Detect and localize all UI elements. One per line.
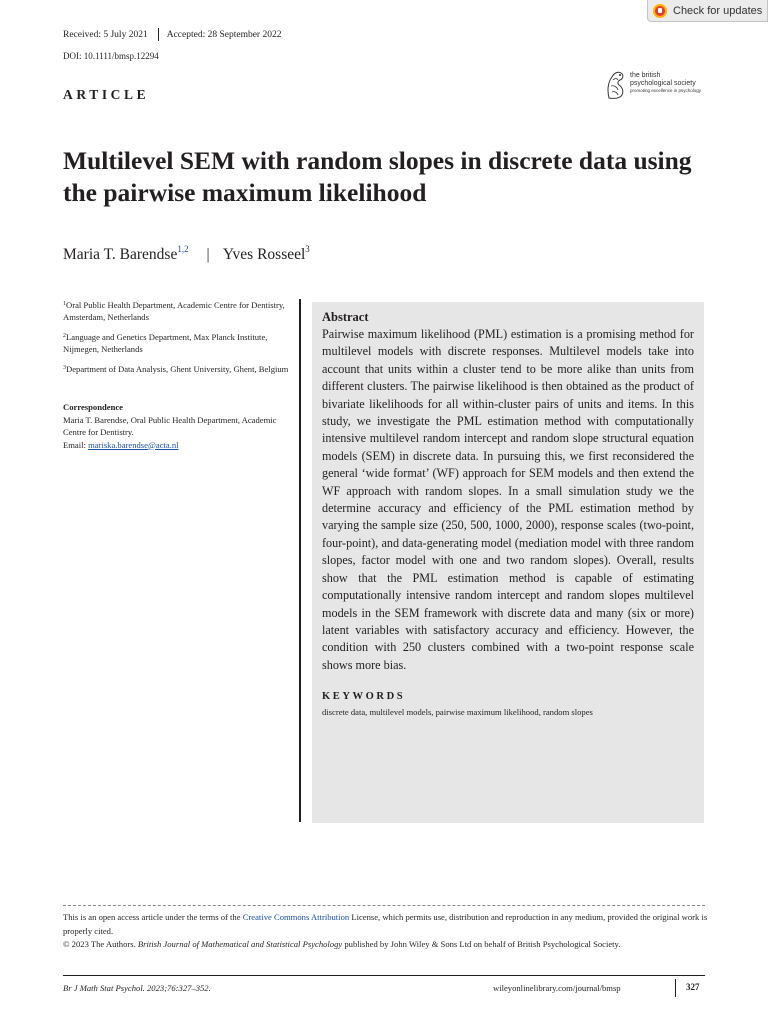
article-title: Multilevel SEM with random slopes in discrete data using the pairwise maximum likelihood xyxy=(63,146,692,207)
author-separator: | xyxy=(206,246,210,263)
email-label: Email: xyxy=(63,439,86,450)
affiliation-text: Department of Data Analysis, Ghent University, Ghent, Belgium xyxy=(66,364,289,374)
author-affiliation-ref: 3 xyxy=(305,244,310,254)
correspondence-body: Maria T. Barendse, Oral Public Health Department, Academic Centre for Dentistry. xyxy=(63,414,277,437)
received-date: Received: 5 July 2021 xyxy=(63,29,148,40)
copyright-prefix: © 2023 The Authors. xyxy=(63,939,138,949)
check-for-updates-button[interactable] xyxy=(647,0,768,22)
article-type-label: ARTICLE xyxy=(63,87,150,102)
check-for-updates-label: Check for updates xyxy=(673,4,763,17)
copyright-note xyxy=(63,938,713,952)
page-number: 327 xyxy=(686,982,700,992)
logo-line-2: psychological society xyxy=(630,80,696,87)
footnote-divider xyxy=(63,905,705,906)
footnote xyxy=(63,911,713,952)
keywords-heading: KEYWORDS xyxy=(322,691,406,703)
correspondence-email-line xyxy=(63,439,293,452)
affiliation xyxy=(63,298,291,323)
correspondence-heading: Correspondence xyxy=(63,402,123,412)
journal-website[interactable]: wileyonlinelibrary.com/journal/bmsp xyxy=(493,983,621,993)
page-number-divider xyxy=(675,979,676,997)
cc-license-link[interactable]: Creative Commons Attribution xyxy=(242,912,350,922)
bps-logo-icon xyxy=(605,68,627,100)
affiliation-number: 3 xyxy=(63,365,66,371)
open-access-note xyxy=(63,911,713,938)
correspondence xyxy=(63,401,293,451)
affiliation-text: Language and Genetics Department, Max Planck Institute, Nijmegen, Netherlands xyxy=(63,332,268,354)
abstract-box xyxy=(312,302,704,823)
affiliations xyxy=(63,298,291,382)
oa-suffix: License, which permits use, distribution and reproduction in any medium, provided the original work is properly cited. xyxy=(63,912,708,936)
affiliation-number: 2 xyxy=(63,333,66,339)
affiliation-number: 1 xyxy=(63,301,66,307)
journal-name: British Journal of Mathematical and Statistical Psychology xyxy=(137,939,343,949)
abstract-text: Pairwise maximum likelihood (PML) estimation is a promising method for multilevel models with discrete responses. Multilevel models take into account that units within a cluster tend to be more alike than units from different clusters. The pairwise likelihood is then obtained as the product of bivariate likelihoods for all within-cluster pairs of units and items. In this study, we investigate the PML estimation method with computationally intensive multilevel random intercept and random slope structural equation models (SEM) in discrete data. In pursuing this, we first reconsidered the general ‘wide format’ (WF) approach for SEM models and then extend the WF approach with random slopes. In a small simulation study we the determine accuracy and efficiency of the PML estimation method by varying the sample size (250, 500, 1000, 2000), response scales (two-point, four-point), and data-generating model (mediation model with three random slopes, factor model with one and two random slopes). Overall, results show that the PML estimation method is capable of estimating computationally intensive random intercept and random slopes multilevel models in the SEM framework with discrete data and many (six or more) latent variables with satisfactory accuracy and efficiency. However, the condition with 250 clusters combined with a two-point response scale shows more bias. xyxy=(322,327,694,672)
doi: DOI: 10.1111/bmsp.12294 xyxy=(63,51,159,61)
logo-tagline: promoting excellence in psychology xyxy=(630,88,702,93)
author-name[interactable]: Maria T. Barendse xyxy=(63,246,178,263)
publication-dates xyxy=(63,28,281,41)
authors xyxy=(63,244,310,264)
column-divider xyxy=(299,299,301,822)
affiliation xyxy=(63,362,291,375)
author-name[interactable]: Yves Rosseel xyxy=(222,246,306,263)
crossmark-icon xyxy=(653,4,667,18)
accepted-date: Accepted: 28 September 2022 xyxy=(166,29,282,40)
footer-rule xyxy=(63,975,705,976)
email-link[interactable]: mariska.barendse@acta.nl xyxy=(88,439,179,450)
oa-prefix: This is an open access article under the terms of the xyxy=(63,912,243,922)
abstract-heading: Abstract xyxy=(322,310,369,324)
affiliation-text: Oral Public Health Department, Academic Centre for Dentistry, Amsterdam, Netherlands xyxy=(63,300,285,322)
bps-logo xyxy=(605,68,701,100)
logo-line-1: the british xyxy=(630,72,661,79)
dates-divider xyxy=(158,28,159,41)
copyright-suffix: published by John Wiley & Sons Ltd on behalf of British Psychological Society. xyxy=(342,939,621,949)
author-affiliation-ref[interactable]: 1,2 xyxy=(177,244,189,254)
keywords-text: discrete data, multilevel models, pairwise maximum likelihood, random slopes xyxy=(322,707,593,718)
affiliation xyxy=(63,330,291,355)
journal-citation: Br J Math Stat Psychol. 2023;76:327–352. xyxy=(63,983,211,993)
